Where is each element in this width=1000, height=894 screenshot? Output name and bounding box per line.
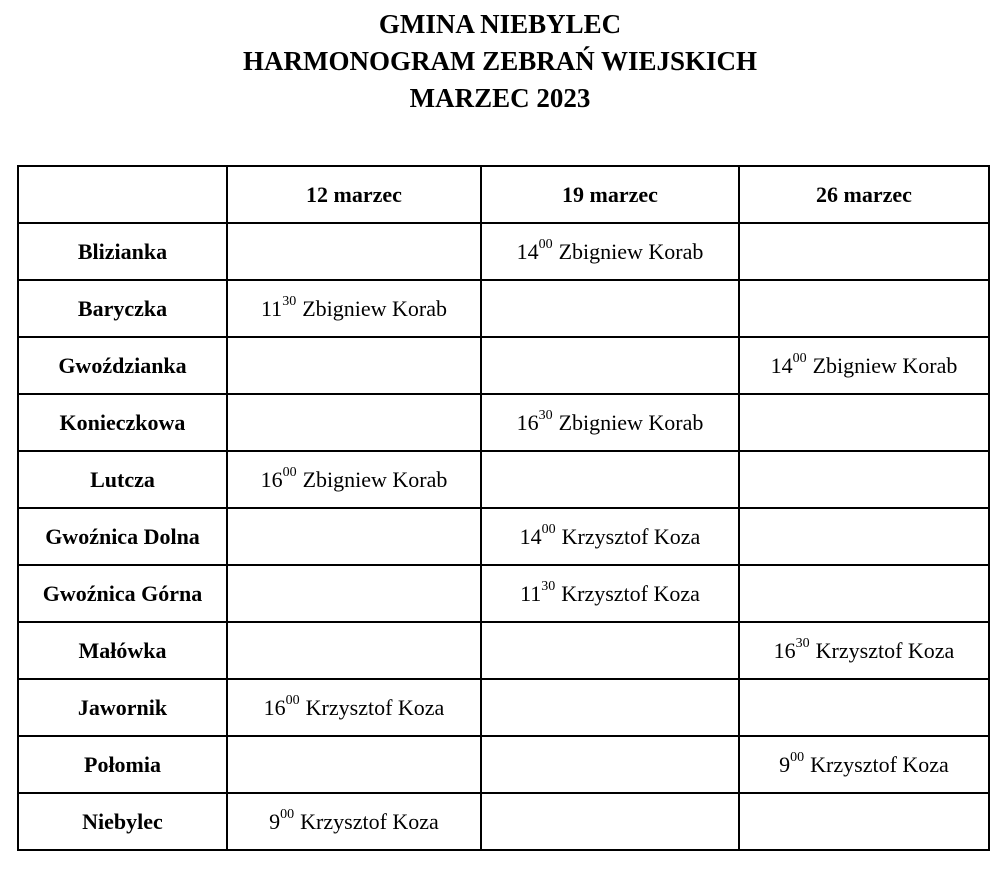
meeting-hour: 16 <box>263 694 286 720</box>
empty-cell <box>227 565 481 622</box>
empty-cell <box>227 223 481 280</box>
meeting-minute: 30 <box>795 636 810 652</box>
meeting-cell <box>481 223 739 280</box>
empty-cell <box>481 280 739 337</box>
meeting-cell <box>481 565 739 622</box>
village-name-cell: Gwoździanka <box>18 337 227 394</box>
meeting-time <box>264 695 300 720</box>
empty-cell <box>227 736 481 793</box>
village-name-cell: Małówka <box>18 622 227 679</box>
meeting-host: Krzysztof Koza <box>305 694 445 720</box>
empty-cell <box>739 508 989 565</box>
empty-cell <box>739 280 989 337</box>
header-cell-date: 26 marzec <box>739 166 989 223</box>
header-cell-date: 12 marzec <box>227 166 481 223</box>
empty-cell <box>739 679 989 736</box>
meeting-time <box>520 524 556 549</box>
meeting-cell <box>739 337 989 394</box>
table-row <box>18 337 989 394</box>
meeting-cell <box>739 622 989 679</box>
village-name-cell: Lutcza <box>18 451 227 508</box>
table-row <box>18 223 989 280</box>
empty-cell <box>481 679 739 736</box>
schedule-table <box>17 165 990 851</box>
meeting-host: Zbigniew Korab <box>302 295 447 321</box>
village-name-cell: Baryczka <box>18 280 227 337</box>
meeting-minute: 00 <box>792 351 807 367</box>
table-row <box>18 280 989 337</box>
village-name-cell: Jawornik <box>18 679 227 736</box>
meeting-minute: 00 <box>790 750 805 766</box>
empty-cell <box>481 736 739 793</box>
meeting-minute: 30 <box>282 294 297 310</box>
meeting-time <box>520 581 555 606</box>
meeting-host: Zbigniew Korab <box>302 466 448 492</box>
meeting-hour: 16 <box>773 637 796 663</box>
meeting-hour: 14 <box>519 523 542 549</box>
meeting-host: Krzysztof Koza <box>300 808 439 834</box>
meeting-minute: 00 <box>538 237 553 253</box>
village-name-cell: Gwoźnica Dolna <box>18 508 227 565</box>
table-row <box>18 394 989 451</box>
table-row <box>18 508 989 565</box>
table-row <box>18 451 989 508</box>
meeting-hour: 9 <box>269 808 281 834</box>
meeting-hour: 14 <box>770 352 793 378</box>
village-name-cell: Gwoźnica Górna <box>18 565 227 622</box>
empty-cell <box>481 451 739 508</box>
meeting-host: Krzysztof Koza <box>815 637 955 663</box>
meeting-time <box>517 239 553 264</box>
empty-cell <box>481 793 739 850</box>
meeting-time <box>269 809 294 834</box>
meeting-hour: 11 <box>520 580 542 606</box>
meeting-time <box>517 410 553 435</box>
meeting-cell <box>227 280 481 337</box>
meeting-cell <box>481 508 739 565</box>
empty-cell <box>227 508 481 565</box>
meeting-minute: 30 <box>541 579 556 595</box>
meeting-time <box>774 638 810 663</box>
village-name-cell: Konieczkowa <box>18 394 227 451</box>
title-line-schedule: HARMONOGRAM ZEBRAŃ WIEJSKICH <box>242 46 758 76</box>
meeting-cell <box>739 736 989 793</box>
meeting-time <box>261 467 297 492</box>
title-line-municipality: GMINA NIEBYLEC <box>378 9 622 39</box>
empty-cell <box>739 793 989 850</box>
meeting-time <box>779 752 804 777</box>
village-name-cell: Blizianka <box>18 223 227 280</box>
meeting-hour: 16 <box>260 466 283 492</box>
table-header-row <box>18 166 989 223</box>
meeting-cell <box>227 451 481 508</box>
meeting-hour: 16 <box>516 409 539 435</box>
empty-cell <box>739 451 989 508</box>
meeting-hour: 9 <box>779 751 791 777</box>
empty-cell <box>227 394 481 451</box>
meeting-minute: 00 <box>282 465 297 481</box>
meeting-time <box>261 296 296 321</box>
meeting-minute: 00 <box>280 807 295 823</box>
table-row <box>18 679 989 736</box>
village-name-cell: Niebylec <box>18 793 227 850</box>
meeting-host: Krzysztof Koza <box>561 580 700 606</box>
empty-cell <box>739 223 989 280</box>
empty-cell <box>739 394 989 451</box>
empty-cell <box>227 337 481 394</box>
meeting-host: Krzysztof Koza <box>810 751 949 777</box>
meeting-minute: 00 <box>285 693 300 709</box>
empty-cell <box>227 622 481 679</box>
empty-cell <box>739 565 989 622</box>
meeting-cell <box>481 394 739 451</box>
village-name-cell: Połomia <box>18 736 227 793</box>
table-row <box>18 622 989 679</box>
table-row <box>18 565 989 622</box>
meeting-cell <box>227 793 481 850</box>
meeting-cell <box>227 679 481 736</box>
table-row <box>18 736 989 793</box>
meeting-hour: 11 <box>261 295 283 321</box>
title-line-month: MARZEC 2023 <box>409 83 591 113</box>
meeting-minute: 30 <box>538 408 553 424</box>
meeting-host: Zbigniew Korab <box>558 238 704 264</box>
meeting-minute: 00 <box>541 522 556 538</box>
header-cell-date: 19 marzec <box>481 166 739 223</box>
meeting-host: Zbigniew Korab <box>812 352 958 378</box>
meeting-host: Zbigniew Korab <box>558 409 704 435</box>
meeting-hour: 14 <box>516 238 539 264</box>
document-title <box>0 6 1000 117</box>
header-cell-corner <box>18 166 227 223</box>
meeting-host: Krzysztof Koza <box>561 523 701 549</box>
table-row <box>18 793 989 850</box>
empty-cell <box>481 622 739 679</box>
meeting-time <box>771 353 807 378</box>
empty-cell <box>481 337 739 394</box>
